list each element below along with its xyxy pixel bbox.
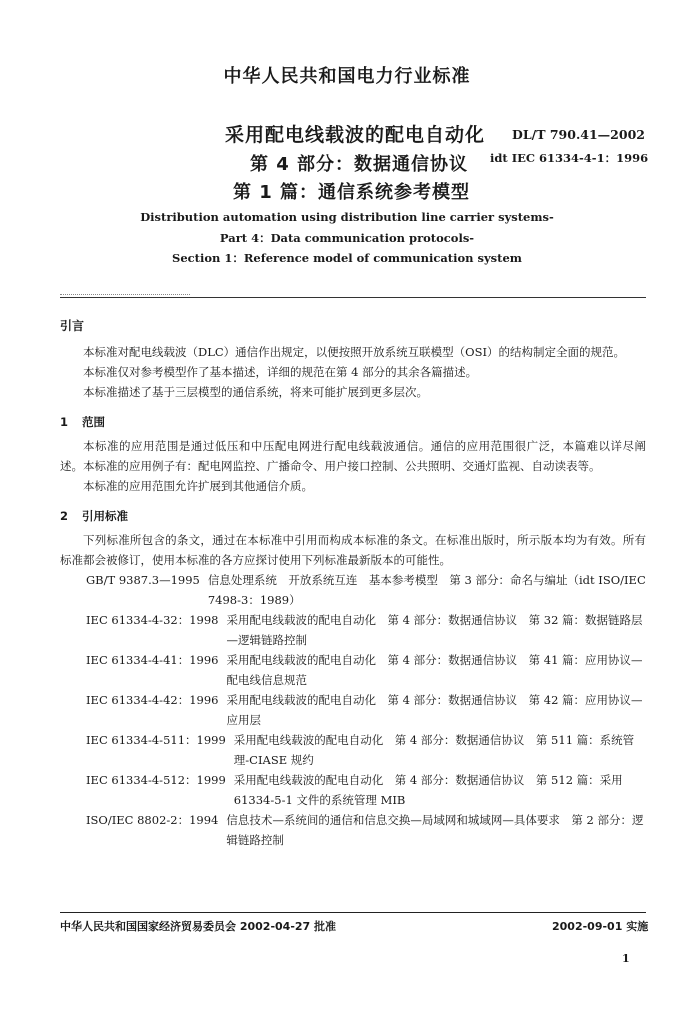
header-dotted-rule <box>60 294 190 295</box>
reference-description: 信息处理系统 开放系统互连 基本参考模型 第 3 部分：命名与编址（idt ISO/IEC 7498-3：1989） <box>207 573 646 607</box>
page-number: 1 <box>622 952 630 965</box>
references-paragraph: 下列标准所包含的条文，通过在本标准中引用而构成本标准的条文。在标准出版时，所示版本均为有效。所有标准都会被修订，使用本标准的各方应探讨使用下列标准最新版本的可能性。 <box>60 533 646 567</box>
section-number: 1 <box>60 415 69 429</box>
section-title: 范围 <box>82 415 105 429</box>
reference-item <box>60 650 646 690</box>
reference-item <box>60 690 646 730</box>
reference-description: 采用配电线载波的配电自动化 第 4 部分：数据通信协议 第 511 篇：系统管理-CIASE 规约 <box>233 733 635 767</box>
identical-standard-reference: idt IEC 61334-4-1：1996 <box>490 151 649 165</box>
reference-item <box>60 570 646 610</box>
approval-statement: 中华人民共和国国家经济贸易委员会 2002-04-27 批准 <box>60 920 337 933</box>
standard-organization-title: 中华人民共和国电力行业标准 <box>223 66 471 87</box>
section-heading-references <box>60 506 646 526</box>
reference-code: IEC 61334-4-41：1996 <box>86 653 219 667</box>
section-heading-scope <box>60 412 646 432</box>
intro-paragraph: 本标准仅对参考模型作了基本描述，详细的规范在第 4 部分的其余各篇描述。 <box>83 365 478 379</box>
scope-paragraph: 本标准的应用范围允许扩展到其他通信介质。 <box>83 479 313 493</box>
reference-item <box>60 610 646 650</box>
intro-paragraph: 本标准对配电线载波（DLC）通信作出规定，以便按照开放系统互联模型（OSI）的结构制定全面的规范。 <box>83 345 625 359</box>
english-title-line-3: Section 1：Reference model of communication system <box>172 251 522 265</box>
english-title-line-2: Part 4：Data communication protocols- <box>219 231 475 245</box>
chinese-title-line-1: 采用配电线载波的配电自动化 <box>225 124 486 146</box>
chinese-title-line-2: 第 4 部分：数据通信协议 <box>250 154 469 175</box>
intro-paragraph: 本标准描述了基于三层模型的通信系统，将来可能扩展到更多层次。 <box>83 385 428 399</box>
intro-heading: 引言 <box>60 319 85 333</box>
reference-description: 采用配电线载波的配电自动化 第 4 部分：数据通信协议 第 41 篇：应用协议—配电线信息规范 <box>226 653 643 687</box>
reference-description: 采用配电线载波的配电自动化 第 4 部分：数据通信协议 第 32 篇：数据链路层—逻辑链路控制 <box>226 613 643 647</box>
reference-code: ISO/IEC 8802-2：1994 <box>86 813 219 827</box>
reference-code: IEC 61334-4-511：1999 <box>86 733 226 747</box>
reference-code: IEC 61334-4-512：1999 <box>86 773 226 787</box>
header-rule <box>60 297 646 298</box>
reference-code: IEC 61334-4-42：1996 <box>86 693 219 707</box>
reference-item <box>60 810 646 850</box>
scope-paragraph: 本标准的应用范围是通过低压和中压配电网进行配电线载波通信。通信的应用范围很广泛，本篇难以详尽阐述。本标准的应用例子有：配电网监控、广播命令、用户接口控制、公共照明、交通灯监视、自动读表等。 <box>60 439 646 473</box>
reference-code: IEC 61334-4-32：1998 <box>86 613 219 627</box>
standard-number: DL/T 790.41—2002 <box>512 127 645 142</box>
reference-code: GB/T 9387.3—1995 <box>86 573 200 587</box>
footer-rule <box>60 912 646 913</box>
reference-description: 采用配电线载波的配电自动化 第 4 部分：数据通信协议 第 512 篇：采用 61334-5-1 文件的系统管理 MIB <box>233 773 623 807</box>
section-title: 引用标准 <box>82 509 128 523</box>
reference-description: 信息技术—系统间的通信和信息交换—局域网和城域网—具体要求 第 2 部分：逻辑链路控制 <box>226 813 644 847</box>
reference-description: 采用配电线载波的配电自动化 第 4 部分：数据通信协议 第 42 篇：应用协议—应用层 <box>226 693 643 727</box>
reference-item <box>60 770 646 810</box>
section-number: 2 <box>60 509 69 523</box>
implementation-date: 2002-09-01 实施 <box>552 920 649 933</box>
english-title-line-1: Distribution automation using distribution line carrier systems- <box>140 210 554 224</box>
reference-item <box>60 730 646 770</box>
reference-list <box>60 570 646 850</box>
chinese-title-line-3: 第 1 篇：通信系统参考模型 <box>233 182 471 203</box>
document-body <box>60 316 646 850</box>
